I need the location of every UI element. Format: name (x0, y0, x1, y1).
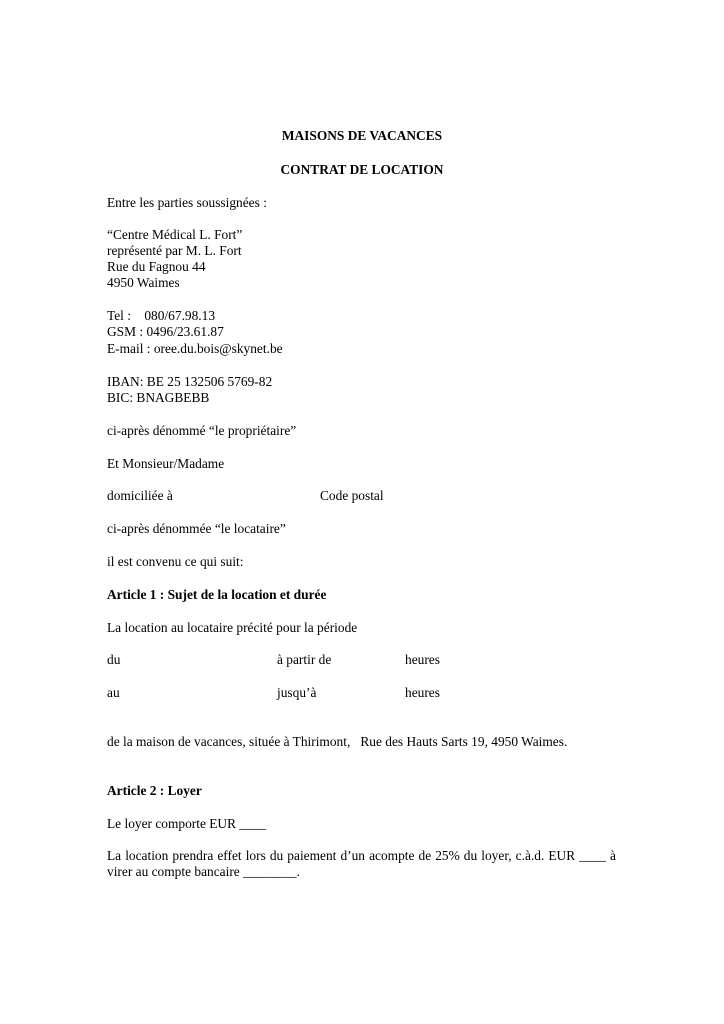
owner-email: E-mail : oree.du.bois@skynet.be (107, 341, 283, 356)
period-to-label: au (107, 685, 120, 700)
owner-name: “Centre Médical L. Fort” (107, 227, 243, 242)
owner-gsm: GSM : 0496/23.61.87 (107, 324, 224, 339)
tenant-postal-label: Code postal (320, 488, 384, 503)
owner-iban: IBAN: BE 25 132506 5769-82 (107, 374, 273, 389)
property-location: de la maison de vacances, située à Thirimont, Rue des Hauts Sarts 19, 4950 Waimes. (107, 734, 568, 749)
owner-street: Rue du Fagnou 44 (107, 259, 206, 274)
intro-text: Entre les parties soussignées : (107, 195, 267, 210)
period-from-label: du (107, 652, 121, 667)
tenant-domicile-label: domiciliée à (107, 488, 173, 503)
tenant-designation: ci-après dénommée “le locataire” (107, 521, 286, 536)
period-start-hours-label: heures (405, 652, 440, 667)
article2-heading: Article 2 : Loyer (107, 783, 202, 798)
owner-designation: ci-après dénommé “le propriétaire” (107, 423, 297, 438)
deposit-text: La location prendra effet lors du paiement d’un acompte de 25% du loyer, c.à.d. EUR ____ à virer au compte bancaire ________. (107, 848, 616, 879)
agreement-text: il est convenu ce qui suit: (107, 554, 244, 569)
document-title: MAISONS DE VACANCES (281, 128, 443, 143)
article1-text: La location au locataire précité pour la période (107, 620, 358, 635)
owner-city: 4950 Waimes (107, 275, 180, 290)
owner-bic: BIC: BNAGBEBB (107, 390, 210, 405)
period-start-time-label: à partir de (277, 652, 332, 667)
rent-amount: Le loyer comporte EUR ____ (107, 816, 267, 831)
document-subtitle: CONTRAT DE LOCATION (280, 162, 444, 177)
tenant-intro: Et Monsieur/Madame (107, 456, 225, 471)
period-end-time-label: jusqu’à (277, 685, 317, 700)
period-end-hours-label: heures (405, 685, 440, 700)
article1-heading: Article 1 : Sujet de la location et durée (107, 587, 327, 602)
owner-represented: représenté par M. L. Fort (107, 243, 242, 258)
owner-tel: Tel : 080/67.98.13 (107, 308, 216, 323)
